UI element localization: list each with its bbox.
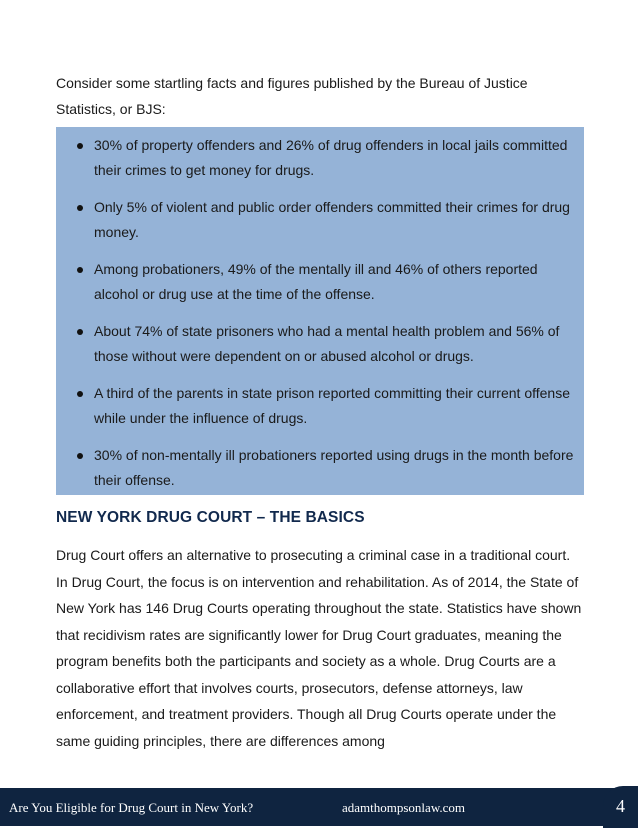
bullet-icon bbox=[77, 205, 83, 211]
fact-text: 30% of property offenders and 26% of drug offenders in local jails committed their crimes to get money for drugs. bbox=[94, 137, 568, 178]
page-footer bbox=[0, 788, 638, 826]
bullet-icon bbox=[77, 143, 83, 149]
fact-item bbox=[56, 319, 584, 369]
intro-paragraph: Consider some startling facts and figures published by the Bureau of Justice Statistics, or BJS: bbox=[56, 75, 528, 117]
bullet-icon bbox=[77, 391, 83, 397]
footer-website: adamthompsonlaw.com bbox=[342, 800, 465, 815]
fact-item bbox=[56, 443, 584, 493]
bullet-icon bbox=[77, 267, 83, 273]
fact-text: 30% of non-mentally ill probationers reported using drugs in the month before their offense. bbox=[94, 447, 574, 488]
fact-item bbox=[56, 257, 584, 307]
drug-court-paragraph: Drug Court offers an alternative to prosecuting a criminal case in a traditional court. In Drug Court, the focus is on intervention and rehabilitation. As of 2014, the State of New York has 146 Drug Courts operating throughout the state. Statistics have shown that recidivism rates are significantly lower for Drug Court graduates, meaning the program benefits both the participants and society as a whole. Drug Courts are a collaborative effort that involves courts, prosecutors, defense attorneys, law enforcement, and treatment providers. Though all Drug Courts operate under the same guiding principles, there are differences among bbox=[56, 547, 582, 749]
fact-item bbox=[56, 381, 584, 431]
section-heading: NEW YORK DRUG COURT – THE BASICS bbox=[56, 509, 365, 526]
fact-item bbox=[56, 133, 584, 183]
bjs-facts-callout bbox=[56, 127, 584, 495]
footer-document-title: Are You Eligible for Drug Court in New York? bbox=[9, 800, 254, 815]
facts-list bbox=[56, 133, 584, 505]
fact-item bbox=[56, 195, 584, 245]
fact-text: Only 5% of violent and public order offenders committed their crimes for drug money. bbox=[94, 199, 570, 240]
page-number: 4 bbox=[616, 796, 625, 816]
bullet-icon bbox=[77, 329, 83, 335]
fact-text: About 74% of state prisoners who had a mental health problem and 56% of those without were dependent on or abused alcohol or drugs. bbox=[94, 323, 560, 364]
fact-text: Among probationers, 49% of the mentally ill and 46% of others reported alcohol or drug use at the time of the offense. bbox=[94, 261, 538, 302]
fact-text: A third of the parents in state prison reported committing their current offense while under the influence of drugs. bbox=[94, 385, 570, 426]
bullet-icon bbox=[77, 453, 83, 459]
